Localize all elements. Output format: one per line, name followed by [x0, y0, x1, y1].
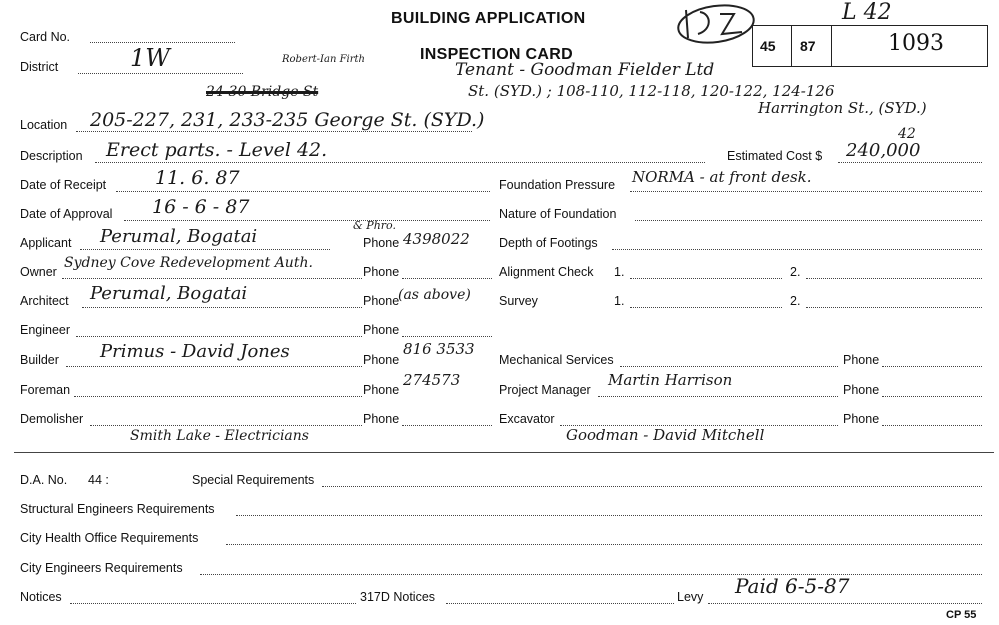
- engineer-line: [76, 336, 362, 337]
- mechanical-phone-line: [882, 366, 982, 367]
- tenant-line: Tenant - Goodman Fielder Ltd: [455, 60, 715, 80]
- corner-note: L 42: [842, 0, 892, 25]
- box-a-value: 45: [760, 38, 776, 54]
- circled-initials-mark: [672, 0, 760, 50]
- builder-value: Primus - David Jones: [100, 341, 290, 362]
- estimated-cost-line: [838, 162, 982, 163]
- foreman-line: [74, 396, 362, 397]
- approval-label: Date of Approval: [20, 207, 113, 221]
- engineers-requirements-line: [200, 574, 982, 575]
- description-line: [95, 162, 705, 163]
- foreman-phone-label: Phone: [363, 383, 400, 397]
- excavator-phone-line: [882, 425, 982, 426]
- form-code: CP 55: [946, 609, 977, 621]
- approval-value: 16 - 6 - 87: [152, 196, 250, 218]
- card-title-line1: BUILDING APPLICATION: [391, 10, 586, 27]
- notices-line: [70, 603, 356, 604]
- owner-phone-label: Phone: [363, 265, 400, 279]
- engineer-label: Engineer: [20, 323, 71, 337]
- cost-note: 42: [898, 126, 916, 142]
- electricians-note: Smith Lake - Electricians: [130, 428, 309, 444]
- demolisher-phone-label: Phone: [363, 412, 400, 426]
- alignment-1-label: 1.: [614, 265, 625, 279]
- address-line-2: Harrington St., (SYD.): [758, 99, 927, 117]
- foundation-pressure-label: Foundation Pressure: [499, 178, 616, 192]
- applicant-line: [80, 249, 330, 250]
- receipt-value: 11. 6. 87: [155, 167, 240, 189]
- owner-label: Owner: [20, 265, 57, 279]
- architect-value: Perumal, Bogatai: [90, 283, 248, 304]
- district-label: District: [20, 60, 59, 74]
- foundation-pressure-line: [630, 191, 982, 192]
- foundation-pressure-value: NORMA - at front desk.: [632, 168, 812, 186]
- alignment-2-line: [806, 278, 982, 279]
- demolisher-line: [90, 425, 362, 426]
- location-label: Location: [20, 118, 68, 132]
- owner-phone-line: [402, 278, 492, 279]
- notices-label: Notices: [20, 590, 62, 604]
- foreman-label: Foreman: [20, 383, 71, 397]
- engineers-requirements-label: City Engineers Requirements: [20, 561, 183, 575]
- alignment-check-label: Alignment Check: [499, 265, 594, 279]
- nature-of-foundation-line: [635, 220, 982, 221]
- architect-phone-value: (as above): [398, 287, 471, 303]
- box-divider-1: [791, 26, 792, 66]
- da-no-label: D.A. No.: [20, 473, 68, 487]
- depth-of-footings-label: Depth of Footings: [499, 236, 598, 250]
- architect-phone-label: Phone: [363, 294, 400, 308]
- levy-line: [708, 603, 982, 604]
- survey-1-line: [630, 307, 782, 308]
- card-no-line: [90, 42, 235, 43]
- notices-317d-line: [446, 603, 674, 604]
- project-manager-line: [598, 396, 838, 397]
- location-line: [76, 131, 472, 132]
- owner-line: [62, 278, 362, 279]
- project-manager-value: Martin Harrison: [608, 371, 733, 389]
- excavator-label: Excavator: [499, 412, 555, 426]
- structural-requirements-line: [236, 515, 982, 516]
- levy-label: Levy: [677, 590, 704, 604]
- section-divider: [14, 452, 994, 453]
- architect-line: [82, 307, 362, 308]
- card-title-line2: INSPECTION CARD: [420, 46, 573, 63]
- alignment-2-label: 2.: [790, 265, 801, 279]
- approval-line: [124, 220, 490, 221]
- location-value: 205-227, 231, 233-235 George St. (SYD.): [90, 109, 485, 131]
- health-requirements-label: City Health Office Requirements: [20, 531, 199, 545]
- engineer-phone-label: Phone: [363, 323, 400, 337]
- engineer-phone-line: [402, 336, 492, 337]
- mechanical-services-label: Mechanical Services: [499, 353, 614, 367]
- address-line-1: St. (SYD.) ; 108-110, 112-118, 120-122, 124-126: [468, 82, 835, 100]
- demolisher-phone-line: [402, 425, 492, 426]
- builder-line: [66, 366, 362, 367]
- applicant-phone-value: 4398022: [403, 230, 470, 248]
- special-requirements-line: [322, 486, 982, 487]
- project-manager-label: Project Manager: [499, 383, 591, 397]
- box-divider-2: [831, 26, 832, 66]
- description-value: Erect parts. - Level 42.: [106, 139, 328, 161]
- box-number-value: 1093: [888, 31, 944, 56]
- alignment-1-line: [630, 278, 782, 279]
- pm-phone-line: [882, 396, 982, 397]
- applicant-phone-note: & Phro.: [353, 219, 396, 232]
- applicant-phone-label: Phone: [363, 236, 400, 250]
- struck-note-small: Robert-Ian Firth: [282, 54, 365, 65]
- applicant-value: Perumal, Bogatai: [100, 226, 258, 247]
- structural-requirements-label: Structural Engineers Requirements: [20, 502, 215, 516]
- architect-label: Architect: [20, 294, 69, 308]
- da-no-value: 44 :: [88, 473, 109, 487]
- excavator-note: Goodman - David Mitchell: [566, 426, 765, 444]
- builder-phone-label: Phone: [363, 353, 400, 367]
- box-b-value: 87: [800, 38, 816, 54]
- depth-of-footings-line: [612, 249, 982, 250]
- card-no-label: Card No.: [20, 30, 71, 44]
- builder-label: Builder: [20, 353, 59, 367]
- district-value: 1W: [130, 44, 170, 72]
- struck-address: 24-30 Bridge St: [206, 84, 319, 100]
- foreman-phone-value: 274573: [403, 371, 461, 389]
- survey-1-label: 1.: [614, 294, 625, 308]
- owner-value: Sydney Cove Redevelopment Auth.: [64, 255, 313, 271]
- nature-of-foundation-label: Nature of Foundation: [499, 207, 617, 221]
- health-requirements-line: [226, 544, 982, 545]
- applicant-label: Applicant: [20, 236, 72, 250]
- survey-2-label: 2.: [790, 294, 801, 308]
- notices-317d-label: 317D Notices: [360, 590, 436, 604]
- district-line: [78, 73, 243, 74]
- levy-value: Paid 6-5-87: [735, 574, 850, 598]
- mechanical-phone-label: Phone: [843, 353, 880, 367]
- description-label: Description: [20, 149, 83, 163]
- builder-phone-value: 816 3533: [403, 340, 475, 358]
- survey-label: Survey: [499, 294, 538, 308]
- special-requirements-label: Special Requirements: [192, 473, 315, 487]
- card-number-box: [752, 25, 988, 67]
- estimated-cost-value: 240,000: [846, 140, 921, 161]
- receipt-label: Date of Receipt: [20, 178, 107, 192]
- demolisher-label: Demolisher: [20, 412, 84, 426]
- pm-phone-label: Phone: [843, 383, 880, 397]
- survey-2-line: [806, 307, 982, 308]
- mechanical-services-line: [620, 366, 838, 367]
- receipt-line: [116, 191, 490, 192]
- estimated-cost-label: Estimated Cost $: [727, 149, 823, 163]
- excavator-phone-label: Phone: [843, 412, 880, 426]
